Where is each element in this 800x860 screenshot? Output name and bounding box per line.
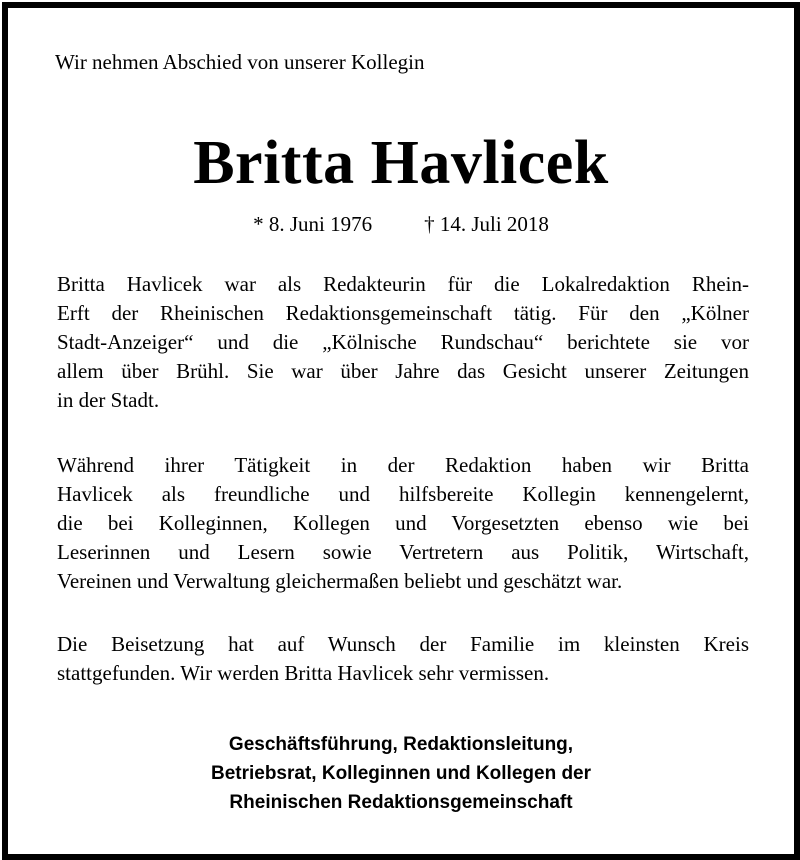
signature-block <box>8 730 794 817</box>
paragraph-tribute <box>57 451 749 596</box>
birth-date: * 8. Juni 1976 <box>253 212 373 236</box>
paragraph-line: Havlicek als freundliche und hilfsbereite Kollegin kennengelernt, <box>57 482 749 506</box>
signature-line: Betriebsrat, Kolleginnen und Kollegen der <box>210 763 592 784</box>
notice-border <box>2 2 800 860</box>
paragraph-biography <box>57 270 749 415</box>
paragraph-line: stattgefunden. Wir werden Britta Havlicek sehr vermissen. <box>57 661 550 685</box>
paragraph-line: Britta Havlicek war als Redakteurin für die Lokalredaktion Rhein- <box>57 272 749 296</box>
paragraph-line: Die Beisetzung hat auf Wunsch der Familie im kleinsten Kreis <box>57 632 749 656</box>
signature-line: Rheinischen Redaktionsgemeinschaft <box>229 792 573 813</box>
signature-line: Geschäftsführung, Redaktionsleitung, <box>228 734 574 755</box>
paragraph-line: allem über Brühl. Sie war über Jahre das Gesicht unserer Zeitungen <box>57 359 749 383</box>
paragraph-line: Leserinnen und Lesern sowie Vertretern aus Politik, Wirtschaft, <box>57 540 749 564</box>
intro-line: Wir nehmen Abschied von unserer Kollegin <box>55 50 425 74</box>
obituary-notice <box>8 8 794 854</box>
life-dates <box>8 210 794 238</box>
paragraph-line: Erft der Rheinischen Redaktionsgemeinschaft tätig. Für den „Kölner <box>57 301 749 325</box>
death-date: † 14. Juli 2018 <box>424 212 549 236</box>
paragraph-line: Vereinen und Verwaltung gleichermaßen beliebt und geschätzt war. <box>57 569 623 593</box>
paragraph-line: die bei Kolleginnen, Kollegen und Vorgesetzten ebenso wie bei <box>57 511 749 535</box>
paragraph-funeral <box>57 630 749 688</box>
paragraph-line: Während ihrer Tätigkeit in der Redaktion haben wir Britta <box>57 453 749 477</box>
deceased-name: Britta Havlicek <box>193 129 609 197</box>
paragraph-line: Stadt-Anzeiger“ und die „Kölnische Rundschau“ berichtete sie vor <box>57 330 749 354</box>
paragraph-line: in der Stadt. <box>57 388 160 412</box>
